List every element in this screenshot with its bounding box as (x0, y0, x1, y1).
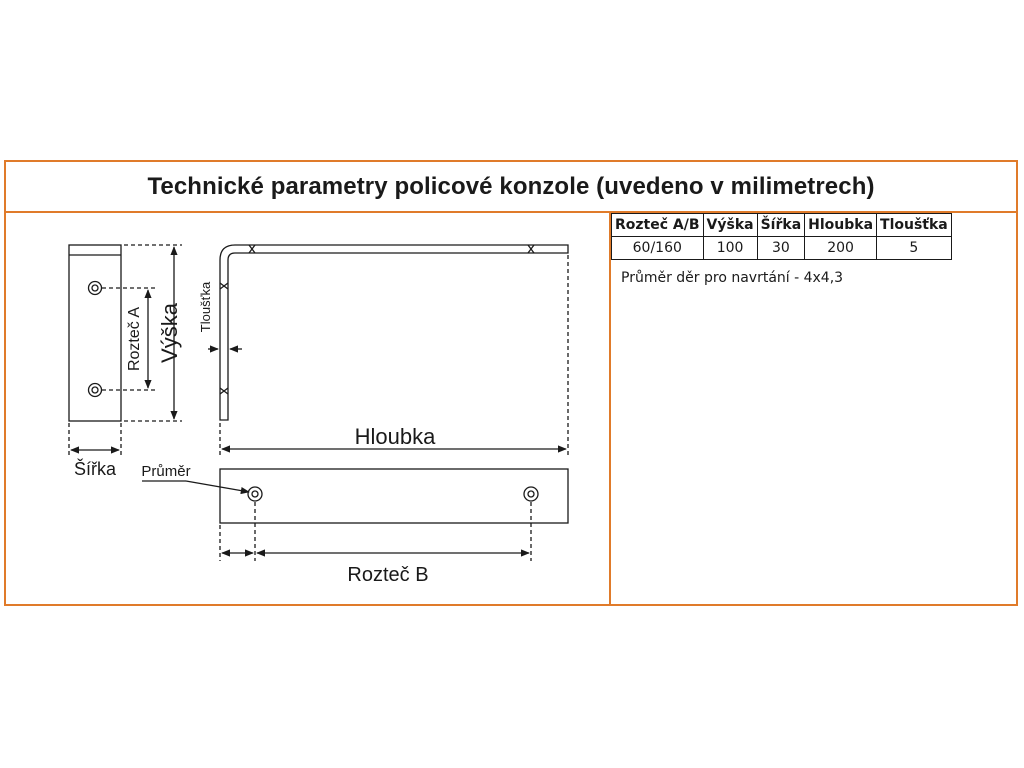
plan-view-plate (220, 469, 568, 523)
cell-sirka: 30 (757, 237, 805, 260)
header-tloustka: Tloušťka (877, 214, 952, 237)
side-view-bracket (220, 245, 568, 420)
header-roztec: Rozteč A/B (612, 214, 704, 237)
vyska-label: Výška (157, 303, 182, 363)
cell-roztec: 60/160 (612, 237, 704, 260)
bracket-drawing (6, 213, 609, 606)
prumer-label: Průměr (141, 463, 191, 480)
table-header-row (612, 214, 952, 237)
cell-vyska: 100 (703, 237, 757, 260)
drill-hole-note: Průměr děr pro navrtání - 4x4,3 (621, 270, 844, 286)
bracket-diagram-svg (6, 213, 609, 606)
header-hloubka: Hloubka (805, 214, 877, 237)
hloubka-label: Hloubka (354, 424, 436, 449)
table-row (612, 237, 952, 260)
front-view-plate (69, 245, 121, 421)
spec-frame (4, 160, 1018, 606)
roztec-a-label: Rozteč A (126, 306, 143, 372)
title-bar (6, 162, 1016, 213)
tloustka-label: Tloušťka (198, 281, 213, 333)
sirka-label: Šířka (73, 459, 117, 479)
parameters-table (611, 213, 952, 260)
sirka-dimension (69, 423, 121, 458)
cell-tloustka: 5 (877, 237, 952, 260)
cell-hloubka: 200 (805, 237, 877, 260)
header-vyska: Výška (703, 214, 757, 237)
header-sirka: Šířka (757, 214, 805, 237)
roztec-b-label: Rozteč B (347, 564, 429, 586)
page-title: Technické parametry policové konzole (uvedeno v milimetrech) (147, 172, 875, 200)
parameters-panel (611, 213, 1016, 606)
